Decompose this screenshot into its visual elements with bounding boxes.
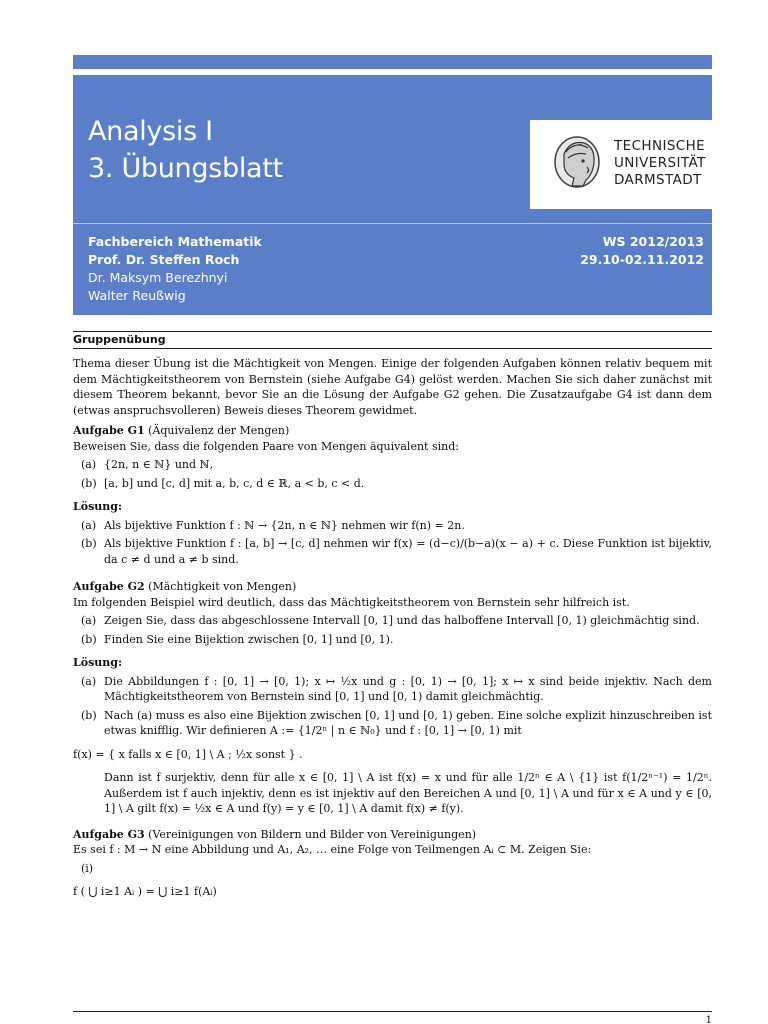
proof-paragraph: Dann ist f surjektiv, denn für alle x ∈ [0, 1] \ A ist f(x) = x und für alle 1/2ⁿ ∈ A \ {1} ist f(1/2ⁿ⁻¹) = 1/2ⁿ. Außerdem ist f auch injektiv, denn es ist injektiv auf den Bereichen A und [0, 1] \ A und für x ∈ A und y ∈ [0, 1] \ A gilt f(x) = ½x ∈ A und f(y) = y ∈ [0, 1] \ A damit f(x) ≠ f(y). xyxy=(104,771,712,815)
list-item: (a) Als bijektive Funktion f : ℕ → {2n, n ∈ ℕ} nehmen wir f(n) = 2n. xyxy=(81,518,465,532)
task-prompt: Im folgenden Beispiel wird deutlich, dass das Mächtigkeitstheorem von Bernstein sehr hilfreich ist. xyxy=(73,595,630,609)
staff-block xyxy=(88,233,262,305)
logo-wordmark: TECHNISCHE UNIVERSITÄT DARMSTADT xyxy=(614,138,706,188)
task-topic: (Äquivalenz der Mengen) xyxy=(148,424,290,437)
piecewise-formula: f(x) = { x falls x ∈ [0, 1] \ A ; ½x sonst } . xyxy=(73,747,303,761)
task-heading xyxy=(73,579,712,595)
semester: WS 2012/2013 xyxy=(602,234,704,249)
task-heading xyxy=(73,423,712,439)
header-top-bar xyxy=(73,55,712,69)
task-prompt: Beweisen Sie, dass die folgenden Paare von Mengen äquivalent sind: xyxy=(73,439,459,453)
task-prompt: Es sei f : M → N eine Abbildung und A₁, A₂, … eine Folge von Teilmengen Aᵢ ⊂ M. Zeigen Sie: xyxy=(73,843,592,856)
intro-paragraph: Thema dieser Übung ist die Mächtigkeit von Mengen. Einige der folgenden Aufgaben können relativ bequem mit dem Mächtigkeitstheorem von Bernstein (siehe Aufgabe G4) gelöst werden. Machen Sie sich daher zunächst mit diesem Theorem bekannt, bevor Sie an die Lösung der Aufgabe G2 gehen. Die Zusatzaufgabe G4 ist dann dem (etwas anspruchsvolleren) Beweis dieses Theorem gewidmet. xyxy=(73,357,712,417)
task-label: Aufgabe G2 xyxy=(73,580,145,593)
course-title: Analysis I xyxy=(88,116,213,147)
document-body xyxy=(73,356,712,908)
list-item: (a) Die Abbildungen f : [0, 1] → [0, 1); x ↦ ½x und g : [0, 1) → [0, 1]; x ↦ x sind beide injektiv. Nach dem Mächtigkeitstheorem von Bernstein sind [0, 1] und [0, 1) damit gleichmächtig. xyxy=(81,674,712,703)
section-rule-bottom xyxy=(73,348,712,349)
task-topic: (Vereinigungen von Bildern und Bilder von Vereinigungen) xyxy=(148,827,477,841)
list-item: (a) Zeigen Sie, dass das abgeschlossene Intervall [0, 1] und das halboffene Intervall [0, 1) gleichmächtig sind. xyxy=(81,614,700,627)
header-banner xyxy=(73,75,712,315)
task-label: Aufgabe G3 xyxy=(73,827,145,841)
term-block xyxy=(580,233,704,269)
professor: Prof. Dr. Steffen Roch xyxy=(88,252,240,267)
section-rule-top xyxy=(73,331,712,332)
sheet-title xyxy=(88,113,283,187)
list-item: (a) {2n, n ∈ ℕ} und ℕ, xyxy=(81,458,214,471)
task-topic: (Mächtigkeit von Mengen) xyxy=(148,580,297,593)
footer-rule xyxy=(73,1011,712,1012)
list-item: (b) [a, b] und [c, d] mit a, b, c, d ∈ ℝ, a < b, c < d. xyxy=(81,476,365,490)
union-formula: f ( ⋃ i≥1 Aᵢ ) = ⋃ i≥1 f(Aᵢ) xyxy=(73,885,217,898)
list-item: (b) Als bijektive Funktion f : [a, b] → [c, d] nehmen wir f(x) = (d−c)/(b−a)(x − a) + c. Diese Funktion ist bijektiv, da c ≠ d und a ≠ b sind. xyxy=(81,537,712,566)
solution-heading: Lösung: xyxy=(73,656,123,669)
list-item: (b) Finden Sie eine Bijektion zwischen [0, 1] und [0, 1). xyxy=(81,632,394,646)
solution-items xyxy=(73,518,712,568)
assistant: Dr. Maksym Berezhnyi xyxy=(88,270,228,285)
list-item: (i) xyxy=(81,861,94,875)
section-title: Gruppenübung xyxy=(73,333,166,346)
date-range: 29.10-02.11.2012 xyxy=(580,252,704,267)
task-heading xyxy=(73,827,712,843)
list-item: (b) Nach (a) muss es also eine Bijektion zwischen [0, 1] und [0, 1) geben. Eine solche explizit hinzuschreiben ist etwas knifflig. Wir definieren A := {1/2ⁿ | n ∈ ℕ₀} und f : [0, 1] → [0, 1) mit xyxy=(81,708,712,737)
tu-darmstadt-seal-icon xyxy=(550,134,602,192)
task-items xyxy=(73,613,712,647)
solution-heading: Lösung: xyxy=(73,500,123,513)
solution-items xyxy=(73,674,712,739)
sheet-number: 3. Übungsblatt xyxy=(88,153,283,184)
task-items xyxy=(73,457,712,491)
page-number: 1 xyxy=(705,1015,712,1024)
department: Fachbereich Mathematik xyxy=(88,234,262,249)
task-label: Aufgabe G1 xyxy=(73,424,145,437)
assistant: Walter Reußwig xyxy=(88,288,186,303)
university-logo xyxy=(530,120,712,209)
header-divider xyxy=(73,223,712,224)
